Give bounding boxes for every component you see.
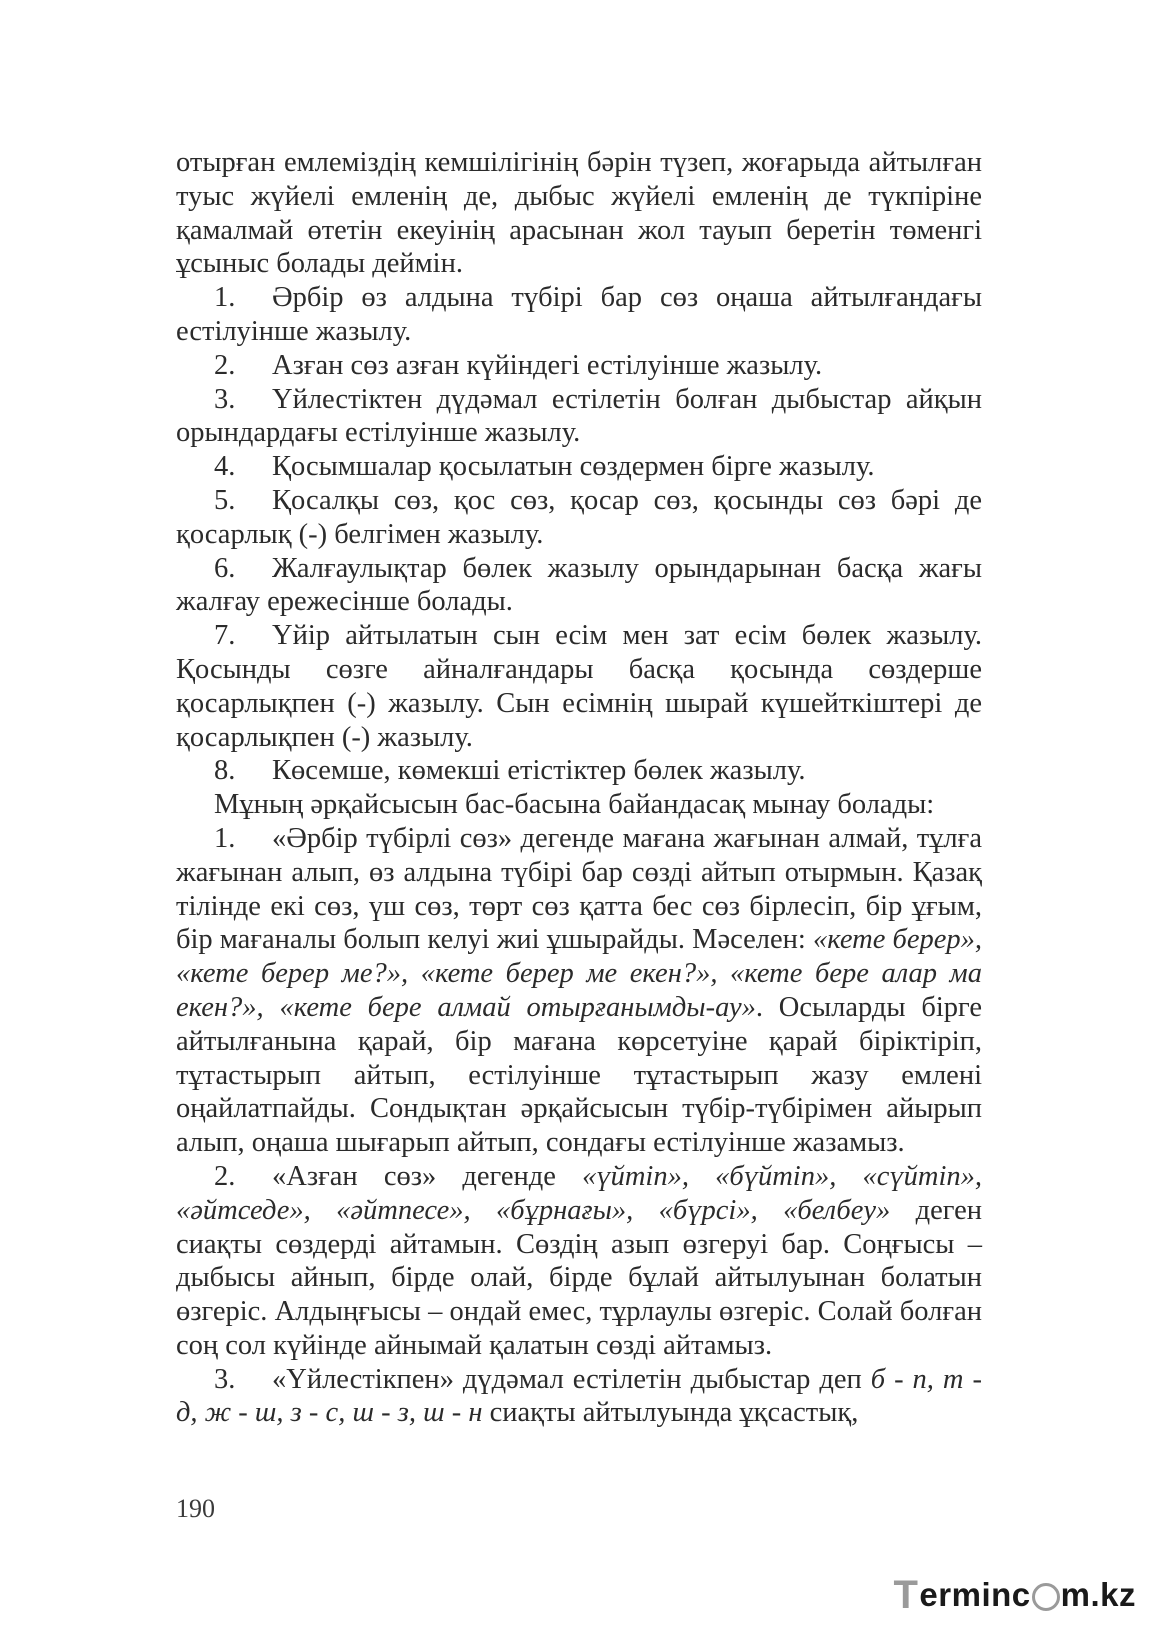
list-item-text: Жалғаулықтар бөлек жазылу орындарынан басқа жағы жалғау ережесінше болады. xyxy=(176,552,982,618)
watermark-t: T xyxy=(893,1572,919,1617)
italic-examples: «үйтіп», «бүйтіп», «сүйтіп», «әйтседе», «әйтпесе», «бұрнағы», «бүрсі», «белбеу» xyxy=(176,1160,982,1226)
list-item-4 xyxy=(176,450,982,484)
italic-examples: «кете берер», «кете берер ме?», «кете берер ме екен?», «кете бере алар ма екен?», «кете бере алмай отырғанымды-ау» xyxy=(176,924,982,1023)
explanation-tail: . Осыларды бірге айтылғанына қарай, бір мағана көрсетуіне қарай біріктіріп, тұтастырып айтып, естілуінше тұтастырып жазу емлені оңайлатпайды. Сондықтан әрқайсысын түбір-түбірімен айырып алып, оңаша шығарып айтып, сондағы естілуінше жазамыз. xyxy=(176,991,982,1159)
list-number: 6. xyxy=(214,552,236,584)
list-item-text: Қосалқы сөз, қос сөз, қосар сөз, қосынды сөз бәрі де қосарлық (-) белгімен жазылу. xyxy=(176,484,982,550)
list-item-text: Қосымшалар қосылатын сөздермен бірге жазылу. xyxy=(272,451,875,483)
list-number: 2. xyxy=(214,1160,236,1192)
list-item-text: Азған сөз азған күйіндегі естілуінше жазылу. xyxy=(272,349,823,381)
body-text xyxy=(176,146,982,1430)
termincom-watermark xyxy=(893,1574,1136,1616)
list-item-text: Көсемше, көмекші етістіктер бөлек жазылу. xyxy=(272,755,806,787)
explanation-1 xyxy=(176,822,982,1160)
list-number: 3. xyxy=(214,1363,236,1395)
paragraph-intro xyxy=(176,788,982,822)
list-item-1 xyxy=(176,281,982,349)
paragraph-text: Мұның әрқайсысын бас-басына байандасақ мынау болады: xyxy=(214,789,935,821)
list-number: 7. xyxy=(214,620,236,652)
watermark-text-2: m.kz xyxy=(1060,1576,1136,1613)
explanation-tail: сиақты айтылуында ұқсастық, xyxy=(482,1397,859,1429)
list-number: 1. xyxy=(214,822,236,854)
list-number: 8. xyxy=(214,755,236,787)
list-item-text: Үйлестіктен дүдәмал естілетін болған дыбыстар айқын орындардағы естілуінше жазылу. xyxy=(176,383,982,449)
explanation-2 xyxy=(176,1160,982,1363)
page-number: 190 xyxy=(176,1494,215,1523)
magnifier-icon xyxy=(1032,1583,1060,1611)
list-number: 4. xyxy=(214,451,236,483)
list-item-text: Үйір айтылатын сын есім мен зат есім бөлек жазылу. Қосынды сөзге айналғандары басқа қосында сөздерше қосарлықпен (-) жазылу. Сын есімнің шырай күшейткіштері де қосарлықпен (-) жазылу. xyxy=(176,620,982,753)
list-item-3 xyxy=(176,383,982,451)
list-number: 3. xyxy=(214,383,236,415)
explanation-text: «Үйлестікпен» дүдәмал естілетін дыбыстар деп xyxy=(272,1363,871,1395)
list-item-text: Әрбір өз алдына түбірі бар сөз оңаша айтылғандағы естілуінше жазылу. xyxy=(176,282,982,347)
list-item-6 xyxy=(176,552,982,620)
explanation-text: «Азған сөз» дегенде xyxy=(272,1160,583,1192)
explanation-tail: деген сиақты сөздерді айтамын. Сөздің азып өзгеруі бар. Соңғысы – дыбысы айнып, бірде олай, бірде бұлай айтылуынан болатын өзгеріс. Алдыңғысы – ондай емес, тұрлаулы өзгеріс. Солай болған соң сол күйінде айнымай қалатын сөзді айтамыз. xyxy=(176,1194,983,1361)
watermark-text-1: erminc xyxy=(919,1576,1031,1613)
list-item-8 xyxy=(176,754,982,788)
list-number: 1. xyxy=(214,282,236,314)
list-item-7 xyxy=(176,619,982,754)
list-item-2 xyxy=(176,349,982,383)
list-item-5 xyxy=(176,484,982,552)
paragraph-0 xyxy=(176,146,982,281)
explanation-3 xyxy=(176,1363,982,1431)
explanation-text: «Әрбір түбірлі сөз» дегенде мағана жағынан алмай, тұлға жағынан алып, өз алдына түбірі бар сөзді айтып отырмын. Қазақ тілінде екі сөз, үш сөз, төрт сөз қатта бес сөз бірлесіп, бір ұғым, бір мағаналы болып келуі жиі ұшырайды. Мәселен: xyxy=(176,822,982,956)
list-number: 2. xyxy=(214,349,236,381)
italic-examples: б - п, т - д, ж - ш, з - с, ш - з, ш - н xyxy=(176,1363,982,1429)
paragraph-text: отырған емлеміздің кемшілігінің бәрін түзеп, жоғарыда айтылған туыс жүйелі емленің де, дыбыс жүйелі емленің де түкпіріне қамалмай өтетін екеуінің арасынан жол тауып беретін төменгі ұсыныс болады деймін. xyxy=(176,147,982,280)
list-number: 5. xyxy=(214,484,236,516)
